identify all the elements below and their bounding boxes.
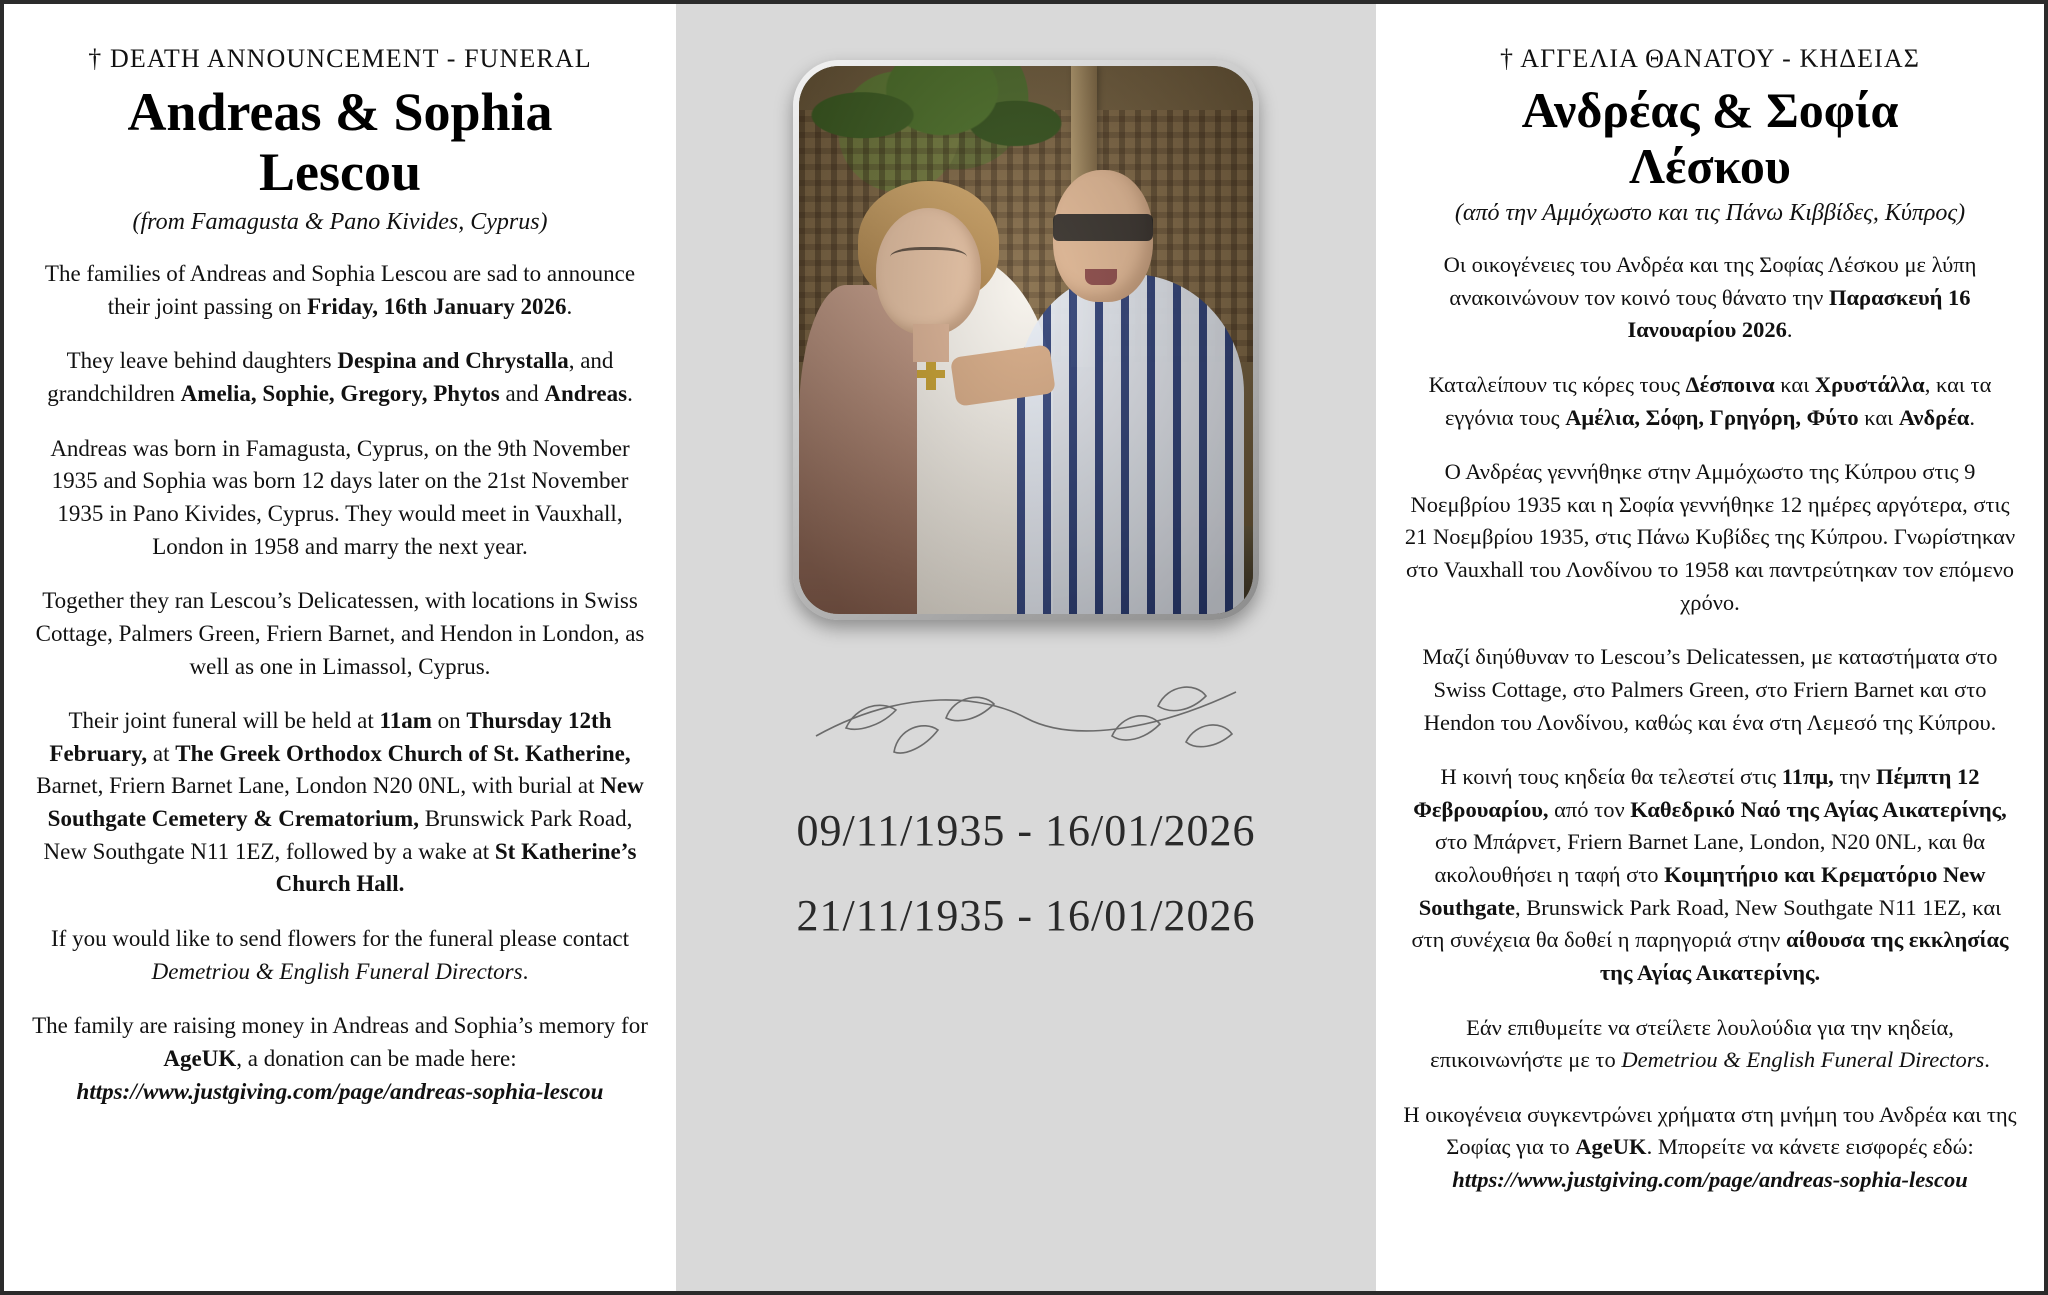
text-fragment: στο Μπάρνετ, Friern Barnet Lane, London, N20 0NL, και θα ακολουθήσει η ταφή στο [1434, 829, 1986, 887]
text-fragment: . [1969, 404, 1975, 430]
text-fragment: . [627, 380, 633, 406]
text-fragment: . [1786, 317, 1793, 343]
english-paragraph-family [30, 345, 650, 410]
text-fragment: Καταλείπουν τις κόρες τους [1428, 371, 1686, 397]
donation-link-greek[interactable]: https://www.justgiving.com/page/andreas-sophia-lescou [1452, 1167, 1968, 1192]
charity-name: AgeUK [163, 1046, 237, 1072]
text-fragment: Εάν επιθυμείτε να στείλετε λουλούδια για την κηδεία, επικοινωνήστε με το [1430, 1014, 1954, 1073]
text-fragment: . [566, 293, 573, 319]
photo-frame [793, 60, 1259, 620]
text-fragment: . [1984, 1047, 1990, 1073]
text-fragment: και [1774, 371, 1815, 397]
photo-vignette [799, 66, 1253, 614]
cemetery-name: New Southgate Cemetery & Crematorium, [47, 773, 644, 832]
funeral-directors: Demetriou & English Funeral Directors [151, 958, 523, 984]
funeral-directors-greek: Demetriou & English Funeral Directors [1621, 1047, 1985, 1073]
greek-paragraph-donation [1402, 1099, 2018, 1197]
cemetery-name-greek: Κοιμητήριο και Κρεματόριο New Southgate [1418, 862, 1986, 920]
donation-link-english[interactable]: https://www.justgiving.com/page/andreas-sophia-lescou [76, 1078, 604, 1104]
greek-paragraph-family [1402, 369, 2018, 434]
text-fragment: . Μπορείτε να κάνετε εισφορές εδώ: [1646, 1134, 1974, 1160]
text-fragment: The families of Andreas and Sophia Lescou are sad to announce their joint passing on [44, 260, 636, 319]
grandchild-andreas: Andreas [544, 380, 628, 406]
english-name-line-1: Andreas & Sophia [127, 82, 553, 142]
text-fragment: Η κοινή τους κηδεία θα τελεστεί στις [1440, 764, 1782, 790]
text-fragment: Barnet, Friern Barnet Lane, London N20 0NL, with burial at [36, 773, 601, 799]
church-name-greek: Καθεδρικό Ναό της Αγίας Αικατερίνης, [1630, 796, 2007, 822]
english-origin: (from Famagusta & Pano Kivides, Cyprus) [132, 208, 548, 235]
english-paragraph-donation [30, 1010, 650, 1108]
date-line-sophia: 21/11/1935 - 16/01/2026 [796, 891, 1256, 940]
greek-paragraph-funeral [1402, 761, 2018, 989]
daughter-chrystalla: Χρυστάλλα [1814, 371, 1925, 397]
english-name-line-2: Lescou [259, 142, 421, 203]
text-fragment: και [1858, 404, 1899, 430]
english-paragraph-passing [30, 258, 650, 323]
grandchildren: Amelia, Sophie, Gregory, Phytos [180, 380, 500, 406]
greek-paragraph-business: Μαζί διηύθυναν το Lescou’s Delicatessen, με καταστήματα στο Swiss Cottage, στο Palmers Green, στο Friern Barnet και στο Hendon του Λονδίνου, καθώς και ένα στη Λεμεσό της Κύπρου. [1422, 644, 1998, 735]
greek-paragraph-biography: Ο Ανδρέας γεννήθηκε στην Αμμόχωστο της Κύπρου στις 9 Νοεμβρίου 1935 και η Σοφία γεννήθηκε 12 ημέρες αργότερα, στις 21 Νοεμβρίου 1935, στις Πάνω Κυβίδες της Κύπρου. Γνωρίστηκαν στο Vauxhall του Λονδίνου το 1958 και παντρεύτηκαν τον επόμενο χρόνο. [1404, 459, 2016, 615]
text-fragment: Οι οικογένειες του Ανδρέα και της Σοφίας Λέσκου με λύπη ανακοινώνουν τον κοινό τους θάνατο την [1443, 252, 1977, 310]
greek-kicker: † ΑΓΓΕΛΙΑ ΘΑΝΑΤΟΥ - ΚΗΔΕΙΑΣ [1500, 44, 1920, 73]
english-paragraph-flowers [30, 923, 650, 988]
passing-date-greek: Παρασκευή 16 Ιανουαρίου 2026 [1627, 284, 1971, 343]
english-names [30, 82, 650, 203]
text-fragment: Η οικογένεια συγκεντρώνει χρήματα στη μνήμη του Ανδρέα και της Σοφίας για το [1403, 1101, 2017, 1160]
english-paragraph-funeral [30, 705, 650, 901]
text-fragment: They leave behind daughters [66, 348, 338, 374]
funeral-time: 11am [379, 708, 432, 734]
church-name: The Greek Orthodox Church of St. Katherine, [175, 740, 631, 766]
text-fragment: The family are raising money in Andreas and Sophia’s memory for [32, 1013, 648, 1039]
text-fragment: . [522, 958, 529, 984]
greek-name-line-1: Ανδρέας & Σοφία [1521, 82, 1899, 138]
text-fragment: , a donation can be made here: [236, 1046, 517, 1072]
greek-paragraph-passing [1402, 249, 2018, 347]
greek-name-line-2: Λέσκου [1629, 138, 1791, 194]
english-paragraph-business: Together they ran Lescou’s Delicatessen, with locations in Swiss Cottage, Palmers Green, Friern Barnet, and Hendon in London, as well as one in Limassol, Cyprus. [35, 588, 645, 679]
funeral-time-greek: 11πμ, [1781, 764, 1834, 790]
text-fragment: If you would like to send flowers for the funeral please contact [51, 926, 629, 952]
greek-origin: (από την Αμμόχωστο και τις Πάνω Κιββίδες, Κύπρος) [1454, 200, 1966, 226]
floral-divider-icon [786, 666, 1266, 776]
greek-names [1402, 82, 2018, 194]
text-fragment: Brunswick Park Road, New Southgate N11 1EZ, followed by a wake at [43, 806, 633, 864]
wake-venue-greek: αίθουσα της εκκλησίας της Αγίας Αικατερίνης. [1599, 927, 2009, 985]
english-column [4, 4, 676, 1291]
text-fragment: Their joint funeral will be held at [68, 708, 380, 734]
text-fragment: , Brunswick Park Road, New Southgate N11 1EZ, και στη συνέχεια θα δοθεί η παρηγοριά στην [1411, 894, 2002, 953]
funeral-date: Thursday 12th February, [49, 708, 612, 766]
daughter-despina: Δέσποινα [1685, 371, 1775, 397]
wake-venue: St Katherine’s Church Hall. [275, 838, 637, 897]
text-fragment: από τον [1548, 796, 1631, 822]
passing-date: Friday, 16th January 2026 [307, 293, 567, 319]
photo-column [676, 4, 1376, 1291]
text-fragment: , και τα εγγόνια τους [1444, 371, 1992, 430]
text-fragment: την [1833, 764, 1876, 790]
daughters: Despina and Chrystalla [337, 348, 569, 374]
funeral-date-greek: Πέμπτη 12 Φεβρουαρίου, [1413, 764, 1980, 822]
date-line-andreas: 09/11/1935 - 16/01/2026 [796, 806, 1256, 855]
text-fragment: , and grandchildren [47, 348, 614, 406]
greek-column [1376, 4, 2044, 1291]
text-fragment: on [431, 708, 467, 734]
charity-name-greek: AgeUK [1575, 1134, 1647, 1160]
english-kicker: † DEATH ANNOUNCEMENT - FUNERAL [88, 44, 592, 73]
text-fragment: and [499, 380, 545, 406]
greek-paragraph-flowers [1402, 1012, 2018, 1077]
grandchild-andreas-greek: Ανδρέα [1898, 404, 1970, 430]
english-paragraph-biography: Andreas was born in Famagusta, Cyprus, on the 9th November 1935 and Sophia was born 12 days later on the 21st November 1935 in Pano Kivides, Cyprus. They would meet in Vauxhall, London in 1958 and marry the next year. [50, 435, 630, 559]
text-fragment: at [147, 740, 176, 766]
grandchildren-greek: Αμέλια, Σόφη, Γρηγόρη, Φύτο [1565, 404, 1859, 430]
couple-photo [799, 66, 1253, 614]
